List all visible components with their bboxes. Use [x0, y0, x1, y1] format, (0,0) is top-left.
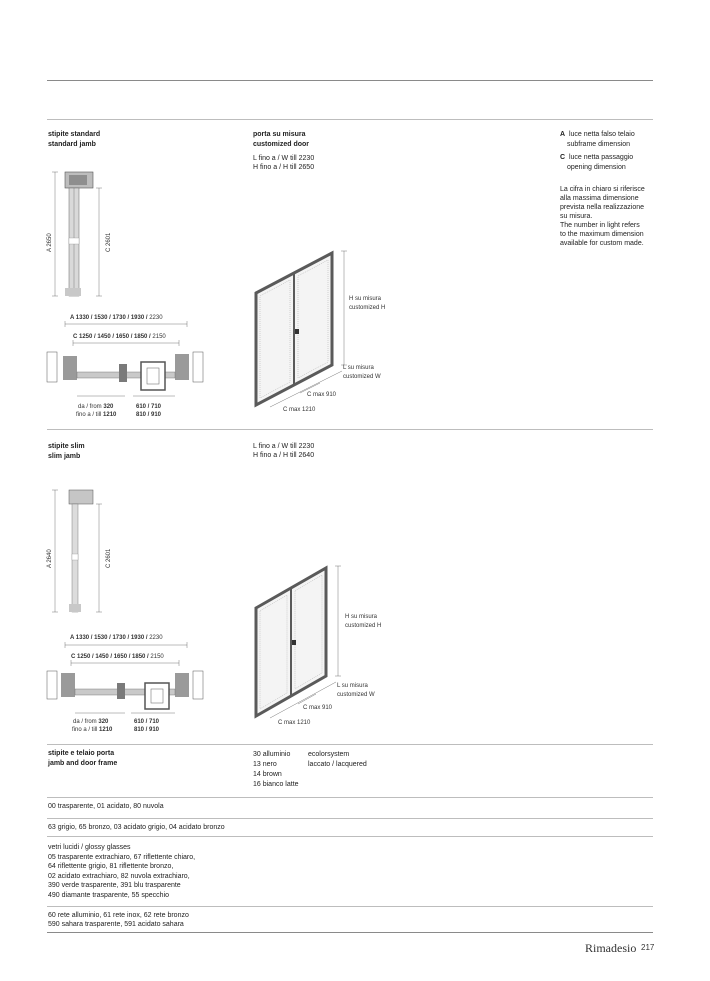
- legend-note-0: La cifra in chiaro si riferisce: [560, 186, 645, 193]
- glass-row-3-2: 64 riflettente grigio, 81 riflettente bronzo,: [48, 863, 174, 870]
- slim-section-a-label: A 2640: [47, 549, 53, 568]
- standard-plan-drawing: [45, 322, 207, 402]
- legend-c: C luce netta passaggio: [560, 154, 634, 161]
- custom-h-slim: H fino a / H till 2640: [253, 452, 315, 459]
- frame-title-en: jamb and door frame: [48, 760, 118, 767]
- slim-till-label: fino a / till 1210: [72, 727, 113, 733]
- slim-c910: C max 910: [303, 705, 333, 711]
- legend-note-5: to the maximum dimension: [560, 231, 644, 238]
- slim-plan-a-label: A 1330 / 1530 / 1730 / 1930 / 2230: [70, 635, 163, 641]
- legend-a: A luce netta falso telaio: [560, 131, 635, 138]
- slim-section-c-label: C 2601: [106, 548, 112, 568]
- custom-l-std: L fino a / W till 2230: [253, 155, 315, 162]
- frame-col1-3: 16 bianco latte: [253, 781, 299, 788]
- custom-title-en: customized door: [253, 141, 310, 148]
- legend-note-2: prevista nella realizzazione: [560, 204, 645, 211]
- frame-col1-2: 14 brown: [253, 771, 282, 778]
- bottom-rule: [47, 932, 653, 933]
- brand-logo: Rimadesio: [585, 941, 637, 955]
- standard-from-label: da / from 320: [78, 404, 114, 410]
- custom-c910: C max 910: [307, 392, 337, 398]
- rule-2: [47, 429, 653, 430]
- custom-h-label-1: H su misura: [349, 296, 382, 302]
- rule-7: [47, 906, 653, 907]
- slim-from-label: da / from 320: [73, 719, 109, 725]
- standard-title-it: stipite standard: [48, 131, 101, 138]
- frame-col1-0: 30 alluminio: [253, 751, 291, 758]
- custom-door-drawing-slim: [250, 560, 360, 726]
- custom-c1210: C max 1210: [283, 407, 316, 413]
- standard-plan-a-label: A 1330 / 1530 / 1730 / 1930 / 2230: [70, 315, 163, 321]
- standard-title-en: standard jamb: [48, 141, 96, 148]
- rule-5: [47, 818, 653, 819]
- slim-widths-2: 810 / 910: [134, 727, 160, 733]
- custom-l-slim: L fino a / W till 2230: [253, 443, 315, 450]
- standard-section-a-label: A 2650: [47, 233, 53, 252]
- frame-title-it: stipite e telaio porta: [48, 750, 115, 757]
- frame-col2-1: laccato / lacquered: [308, 761, 367, 768]
- slim-title-it: stipite slim: [48, 443, 85, 450]
- glass-row-3-3: 02 acidato extrachiaro, 82 nuvola extrachiaro,: [48, 873, 190, 880]
- page-number: 217: [641, 943, 655, 952]
- glass-row-2: 63 grigio, 65 bronzo, 03 acidato grigio, 04 acidato bronzo: [48, 824, 225, 831]
- slim-h-label-1: H su misura: [345, 614, 378, 620]
- glass-row-1: 00 trasparente, 01 acidato, 80 nuvola: [48, 803, 164, 810]
- custom-title-it: porta su misura: [253, 131, 306, 138]
- glass-row-3-5: 490 diamante trasparente, 55 specchio: [48, 892, 170, 899]
- legend-a-en: subframe dimension: [567, 141, 631, 148]
- slim-title-en: slim jamb: [48, 453, 81, 460]
- legend-note-3: su misura.: [560, 213, 593, 220]
- standard-jamb-section-drawing: [55, 170, 105, 302]
- glass-row-3-0: vetri lucidi / glossy glasses: [48, 844, 131, 851]
- glass-row-4-1: 590 sahara trasparente, 591 acidato sahara: [48, 921, 184, 928]
- glass-row-3-1: 05 trasparente extrachiaro, 67 riflettente chiaro,: [48, 854, 196, 861]
- legend-c-en: opening dimension: [567, 164, 626, 171]
- rule-4: [47, 797, 653, 798]
- frame-col1-1: 13 nero: [253, 761, 277, 768]
- legend-note-1: alla massima dimensione: [560, 195, 639, 202]
- custom-h-label-2: customized H: [349, 305, 386, 311]
- slim-jamb-section-drawing: [55, 488, 105, 616]
- standard-plan-c-label: C 1250 / 1450 / 1650 / 1850 / 2150: [73, 334, 166, 340]
- standard-till-label: fino a / till 1210: [76, 412, 117, 418]
- rule-6: [47, 836, 653, 837]
- custom-l-label-1: L su misura: [343, 365, 374, 371]
- slim-l-label-2: customized W: [337, 692, 375, 698]
- frame-col2-0: ecolorsystem: [308, 751, 350, 758]
- glass-row-4-0: 60 rete alluminio, 61 rete inox, 62 rete bronzo: [48, 912, 189, 919]
- standard-widths-2: 810 / 910: [136, 412, 162, 418]
- legend-note-6: available for custom made.: [560, 240, 644, 247]
- rule-1: [47, 119, 653, 120]
- legend-note-4: The number in light refers: [560, 222, 640, 229]
- custom-l-label-2: customized W: [343, 374, 381, 380]
- top-rule: [47, 80, 653, 81]
- slim-widths-1: 610 / 710: [134, 719, 160, 725]
- slim-plan-drawing: [45, 643, 207, 717]
- custom-h-std: H fino a / H till 2650: [253, 164, 315, 171]
- standard-widths-1: 610 / 710: [136, 404, 162, 410]
- glass-row-3-4: 390 verde trasparente, 391 blu trasparente: [48, 882, 181, 889]
- slim-c1210: C max 1210: [278, 720, 311, 726]
- custom-door-drawing-standard: [250, 245, 360, 415]
- rule-3: [47, 744, 653, 745]
- slim-l-label-1: L su misura: [337, 683, 368, 689]
- slim-h-label-2: customized H: [345, 623, 382, 629]
- standard-section-c-label: C 2601: [106, 232, 112, 252]
- slim-plan-c-label: C 1250 / 1450 / 1650 / 1850 / 2150: [71, 654, 164, 660]
